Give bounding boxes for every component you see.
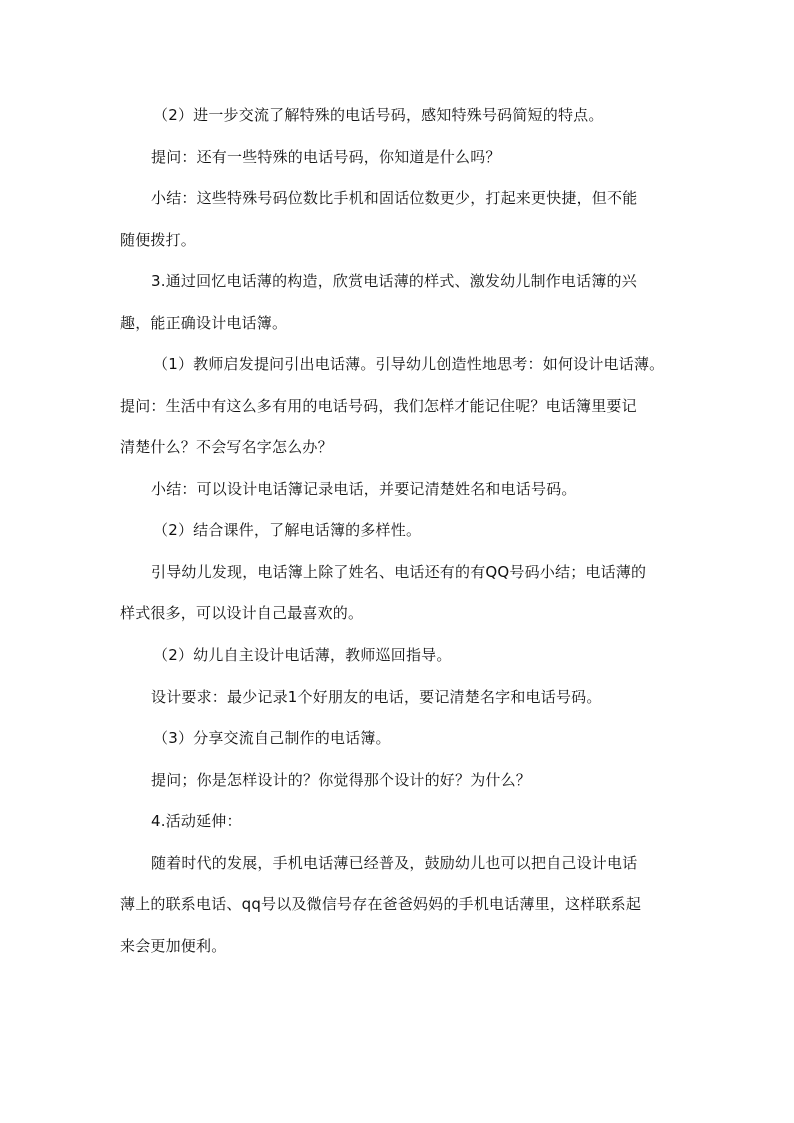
text-line: 趣，能正确设计电话簿。: [120, 314, 288, 332]
text-line: 提问：还有一些特殊的电话号码，你知道是什么吗？: [151, 148, 501, 166]
text-line: 薄上的联系电话、qq号以及微信号存在爸爸妈妈的手机电话薄里，这样联系起: [120, 895, 642, 913]
text-line: （2）幼儿自主设计电话薄，教师巡回指导。: [153, 646, 452, 664]
text-line: 设计要求：最少记录1个好朋友的电话，要记清楚名字和电话号码。: [151, 688, 602, 706]
text-line: 4.活动延伸：: [151, 812, 242, 830]
text-line: 样式很多，可以设计自己最喜欢的。: [120, 604, 364, 622]
text-line: （3）分享交流自己制作的电话簿。: [153, 729, 391, 747]
text-line: 清楚什么？不会写名字怎么办？: [120, 438, 333, 456]
text-line: （1）教师启发提问引出电话薄。引导幼儿创造性地思考：如何设计电话薄。: [153, 355, 665, 373]
text-line: 提问：生活中有这么多有用的电话号码，我们怎样才能记住呢？电话簿里要记: [120, 397, 637, 415]
text-line: 来会更加便利。: [120, 937, 227, 955]
text-line: 小结：可以设计电话簿记录电话，并要记清楚姓名和电话号码。: [151, 480, 577, 498]
text-line: （2）结合课件，了解电话簿的多样性。: [153, 521, 422, 539]
text-line: 引导幼儿发现，电话簿上除了姓名、电话还有的有QQ号码小结；电话薄的: [151, 563, 647, 581]
text-line: 随着时代的发展，手机电话薄已经普及，鼓励幼儿也可以把自己设计电话: [151, 854, 638, 872]
text-line: 提问；你是怎样设计的？你觉得那个设计的好？为什么？: [151, 771, 532, 789]
text-line: 3.通过回忆电话薄的构造，欣赏电话薄的样式、激发幼儿制作电话簿的兴: [151, 272, 637, 290]
text-line: 小结：这些特殊号码位数比手机和固话位数更少，打起来更快捷，但不能: [151, 189, 638, 207]
text-line: 随便拨打。: [120, 231, 197, 249]
text-line: （2）进一步交流了解特殊的电话号码，感知特殊号码简短的特点。: [153, 106, 604, 124]
